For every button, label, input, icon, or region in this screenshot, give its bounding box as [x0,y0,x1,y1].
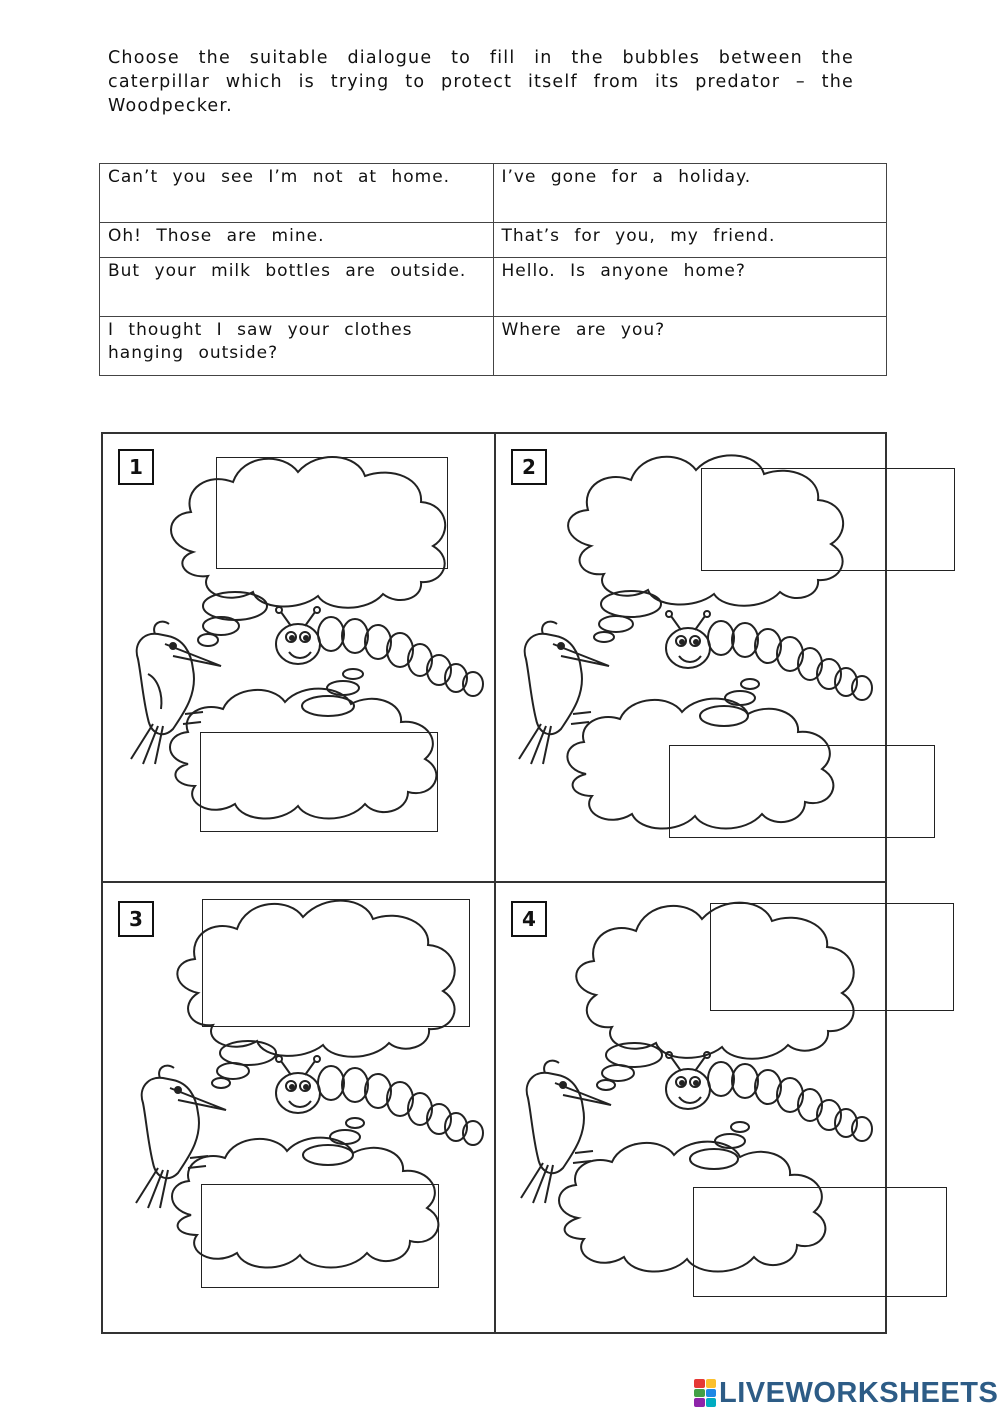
option-cell: Can’t you see I’m not at home. [100,164,494,223]
thought-dot [303,1145,353,1165]
thought-dot [203,592,267,620]
answer-box-bottom[interactable] [669,745,935,838]
answer-box-bottom[interactable] [693,1187,947,1297]
thought-dot [597,1080,615,1090]
option-cell: I thought I saw your clothes hanging outside? [100,317,494,376]
thought-dot [217,1063,249,1079]
option-cell: Where are you? [493,317,887,376]
thought-dot [599,616,633,632]
answer-box-top[interactable] [701,468,955,571]
answer-box-bottom[interactable] [200,732,438,832]
thought-dot [198,634,218,646]
thought-dot [731,1122,749,1132]
thought-dot [741,679,759,689]
comic-panel-1 [103,434,496,883]
caterpillar-icon [666,611,872,700]
thought-dot [725,691,755,705]
option-cell: That’s for you, my friend. [493,223,887,258]
instructions-text: Choose the suitable dialogue to fill in the bubbles between the caterpillar which is trying to protect itself from its predator – the Woodpecker. [108,48,854,116]
table-row [100,223,887,258]
comic-panel-2 [496,434,889,883]
comic-panel-3 [103,883,496,1332]
thought-dot [212,1078,230,1088]
answer-box-top[interactable] [710,903,954,1011]
table-row [100,258,887,317]
thought-dot [346,1118,364,1128]
thought-dot [302,696,354,716]
dialogue-options-table [99,163,887,376]
option-cell: Hello. Is anyone home? [493,258,887,317]
liveworksheets-logo-icon [694,1379,716,1407]
panel-number-badge: 4 [511,901,547,937]
thought-dot [330,1130,360,1144]
thought-dot [594,632,614,642]
caterpillar-icon [276,607,483,696]
option-cell: I’ve gone for a holiday. [493,164,887,223]
liveworksheets-brand [694,1376,998,1410]
thought-dot [602,1065,634,1081]
table-row [100,317,887,376]
thought-dot [327,681,359,695]
comic-grid [101,432,887,1334]
thought-dot [343,669,363,679]
answer-box-top[interactable] [202,899,470,1027]
panel-number-badge: 3 [118,901,154,937]
thought-dot [203,617,239,635]
answer-box-bottom[interactable] [201,1184,439,1288]
caterpillar-icon [666,1052,872,1141]
woodpecker-icon [519,622,609,764]
thought-dot [690,1149,738,1169]
thought-dot [700,706,748,726]
thought-dot [606,1043,662,1067]
option-cell: But your milk bottles are outside. [100,258,494,317]
panel-number-badge: 1 [118,449,154,485]
answer-box-top[interactable] [216,457,448,569]
brand-name: LIVEWORKSHEETS [719,1376,999,1409]
option-cell: Oh! Those are mine. [100,223,494,258]
table-row [100,164,887,223]
comic-panel-4 [496,883,889,1332]
caterpillar-icon [276,1056,483,1145]
panel-number-badge: 2 [511,449,547,485]
